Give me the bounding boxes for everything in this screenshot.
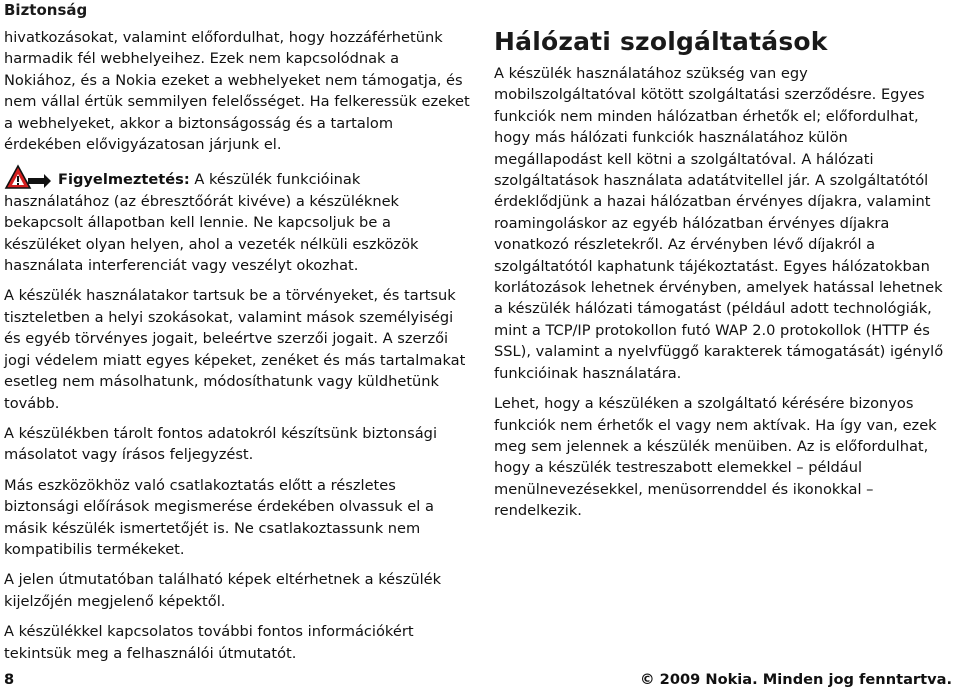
warning-title: Figyelmeztetés:: [58, 171, 190, 189]
paragraph-laws-copyright: A készülék használatakor tartsuk be a törvényeket, és tartsuk tiszteletben a helyi szokásokat, valamint mások személyiségi és egyéb törvényes jogait, beleértve szerzői jogait. A szerzői jogi védelem miatt egyes képeket, zenéket és más tartalmakat esetleg nem másolhatunk, módosíthatunk vagy küldhetünk tovább.: [4, 287, 466, 412]
running-header: Biztonság: [4, 1, 88, 19]
paragraph-user-guide: A készülékkel kapcsolatos további fontos információkért tekintsük meg a felhasználói útmutatót.: [4, 623, 414, 662]
paragraph-connecting-devices: Más eszközökhöz való csatlakoztatás előtt a részletes biztonsági előírások megismerése érdekében olvassuk el a másik készülék ismertetőjét is. Ne csatlakoztassunk nem kompatibilis termékeket.: [4, 476, 434, 558]
paragraph-operator-features: Lehet, hogy a készüléken a szolgáltató kérésére bizonyos funkciók nem érhetők el vagy nem aktívak. Ha így van, ezek meg sem jelennek a készülék menüiben. Az is előfordulhat, hogy a készülék testreszabott elemekkel – például menülnevezésekkel, menüsorrenddel és ikonokkal – rendelkezik.: [494, 395, 937, 520]
copyright-notice: © 2009 Nokia. Minden jog fenntartva.: [639, 671, 952, 688]
paragraph-network-services: A készülék használatához szükség van egy mobilszolgáltatóval kötött szolgáltatási szerződésre. Egyes funkciók nem minden hálózatban érhetők el; előfordulhat, hogy más hálózati funkciók használatához külön megállapodást kell kötni a szolgáltatóval. A hálózati szolgáltatások használata adatátvitellel jár. A szolgáltatótól érdeklődjünk a hazai hálózatban érvényes díjakra, valamint roamingoláskor az egyéb hálózatban érvényes díjakra vonatkozó részletekről. Az érvényben lévő díjakról a szolgáltatótól kaphatunk tájékoztatást. Egyes hálózatokban korlátozások lehetnek érvényben, amelyek hatással lehetnek a készülék hálózati támogatást (például adott technológiák, mint a TCP/IP protokollon futó WAP 2.0 protokollok (HTTP és SSL), valamint a nyelvfüggő karakterek támogatását) igénylő funkcióinak használatára.: [494, 65, 944, 382]
left-column: [4, 27, 470, 673]
paragraph-backup: A készülékben tárolt fontos adatokról készítsünk biztonsági másolatot vagy írásos feljegyzést.: [4, 424, 437, 464]
warning-block: [4, 164, 470, 276]
warning-text: A készülék funkcióinak használatához (az ébresztőórát kivéve) a készüléknek bekapcsolt állapotban kell lennie. Ne kapcsoljuk be a készüléket olyan helyen, ahol a vezeték nélküli eszközök használata interferenciát vagy veszélyt okozhat.: [4, 171, 419, 275]
page-number: 8: [4, 671, 15, 688]
paragraph-third-party-sites: hivatkozásokat, valamint előfordulhat, hogy hozzáférhetünk harmadik fél webhelyeihez. Ezek nem kapcsolódnak a Nokiához, és a Nokia ezeket a webhelyeket nem támogatja, és nem vállal értük semmilyen felelősséget. Ha felkeressük ezeket a webhelyeket, akkor a biztonságosság és a tartalom érdekében elővigyázatosan járjunk el.: [4, 29, 470, 154]
paragraph-images-differ: A jelen útmutatóban található képek eltérhetnek a készülék kijelzőjén megjelenő képektől.: [4, 571, 442, 610]
section-title: Hálózati szolgáltatások: [494, 27, 828, 56]
right-column: [494, 27, 952, 531]
warning-triangle-icon: [4, 164, 52, 190]
